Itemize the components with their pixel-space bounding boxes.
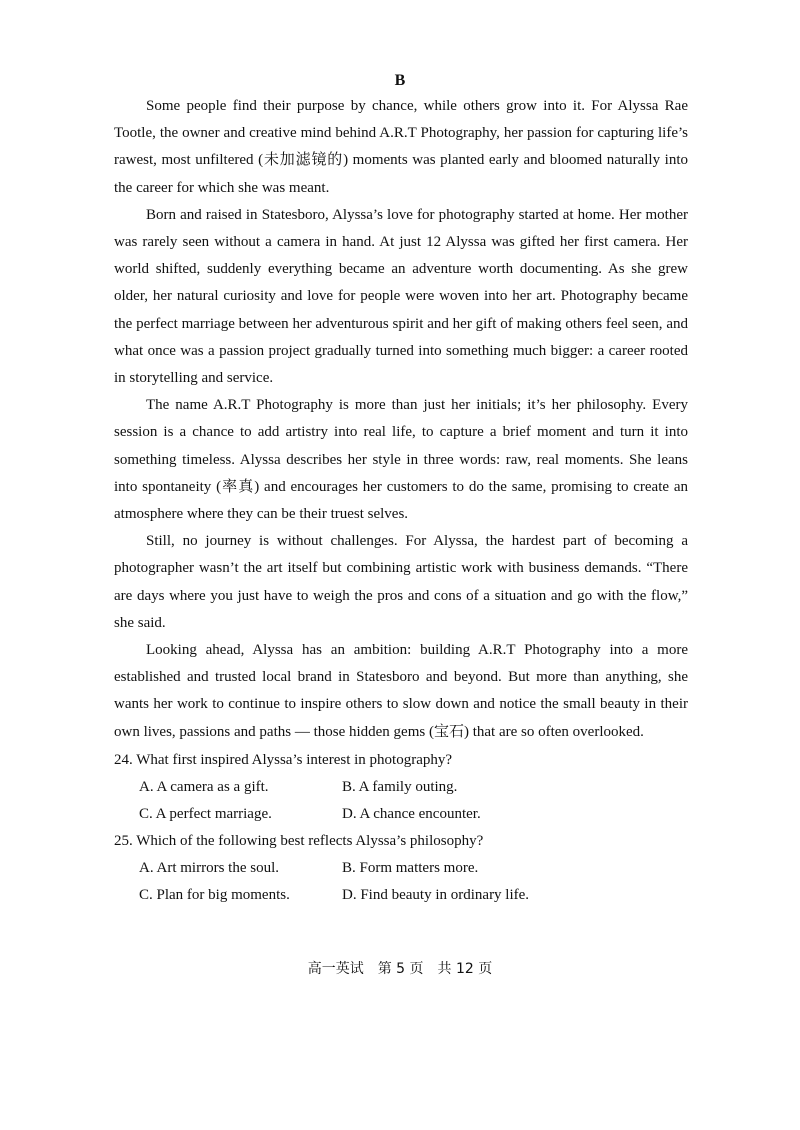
question-25 xyxy=(114,828,694,909)
option-row xyxy=(114,801,694,828)
option-row xyxy=(114,855,694,882)
option-b: B. A family outing. xyxy=(342,779,458,795)
passage-paragraph: Still, no journey is without challenges. For Alyssa, the hardest part of becoming a photographer wasn’t the art itself but combining artistic work with business demands. “There are days where you just have to weigh the pros and cons of a situation and go with the flow,” she said. xyxy=(114,533,688,631)
option-row xyxy=(114,774,694,801)
option-a: A. A camera as a gift. xyxy=(139,779,269,795)
reading-passage xyxy=(114,93,688,746)
passage-paragraph: Some people find their purpose by chance, while others grow into it. For Alyssa Rae Tootle, the owner and creative mind behind A.R.T Photography, her passion for capturing life’s rawest, most unfiltered (未加滤镜的) moments was planted early and bloomed naturally into the career for which she was meant. xyxy=(114,98,688,196)
option-a: A. Art mirrors the soul. xyxy=(139,860,279,876)
question-stem: 24. What first inspired Alyssa’s interest in photography? xyxy=(114,752,453,768)
passage-paragraph: Looking ahead, Alyssa has an ambition: building A.R.T Photography into a more established and trusted local brand in Statesboro and beyond. But more than anything, she wants her work to continue to inspire others to slow down and notice the small beauty in their own lives, passions and paths — those hidden gems (宝石) that are so often overlooked. xyxy=(114,642,688,740)
question-list xyxy=(114,747,694,909)
option-c: C. A perfect marriage. xyxy=(139,806,272,822)
question-stem: 25. Which of the following best reflects Alyssa’s philosophy? xyxy=(114,833,484,849)
option-b: B. Form matters more. xyxy=(342,860,479,876)
question-24 xyxy=(114,747,694,828)
option-row xyxy=(114,882,694,909)
section-heading: B xyxy=(394,72,406,89)
option-d: D. Find beauty in ordinary life. xyxy=(342,887,530,903)
option-d: D. A chance encounter. xyxy=(342,806,481,822)
option-c: C. Plan for big moments. xyxy=(139,887,290,903)
passage-paragraph: The name A.R.T Photography is more than just her initials; it’s her philosophy. Every session is a chance to add artistry into real life, to capture a brief moment and turn it into something timeless. Alyssa describes her style in three words: raw, real moments. She leans into spontaneity (率真) and encourages her customers to do the same, promising to create an atmosphere where they can be their truest selves. xyxy=(114,397,688,523)
page-footer: 高一英试 第 5 页 共 12 页 xyxy=(307,961,493,977)
passage-paragraph: Born and raised in Statesboro, Alyssa’s love for photography started at home. Her mother was rarely seen without a camera in hand. At just 12 Alyssa was gifted her first camera. Her world shifted, suddenly everything became an adventure worth documenting. As she grew older, her natural curiosity and love for people were woven into her art. Photography became the perfect marriage between her adventurous spirit and her gift of making others feel seen, and what once was a passion project gradually turned into something much bigger: a career rooted in storytelling and service. xyxy=(114,206,688,387)
